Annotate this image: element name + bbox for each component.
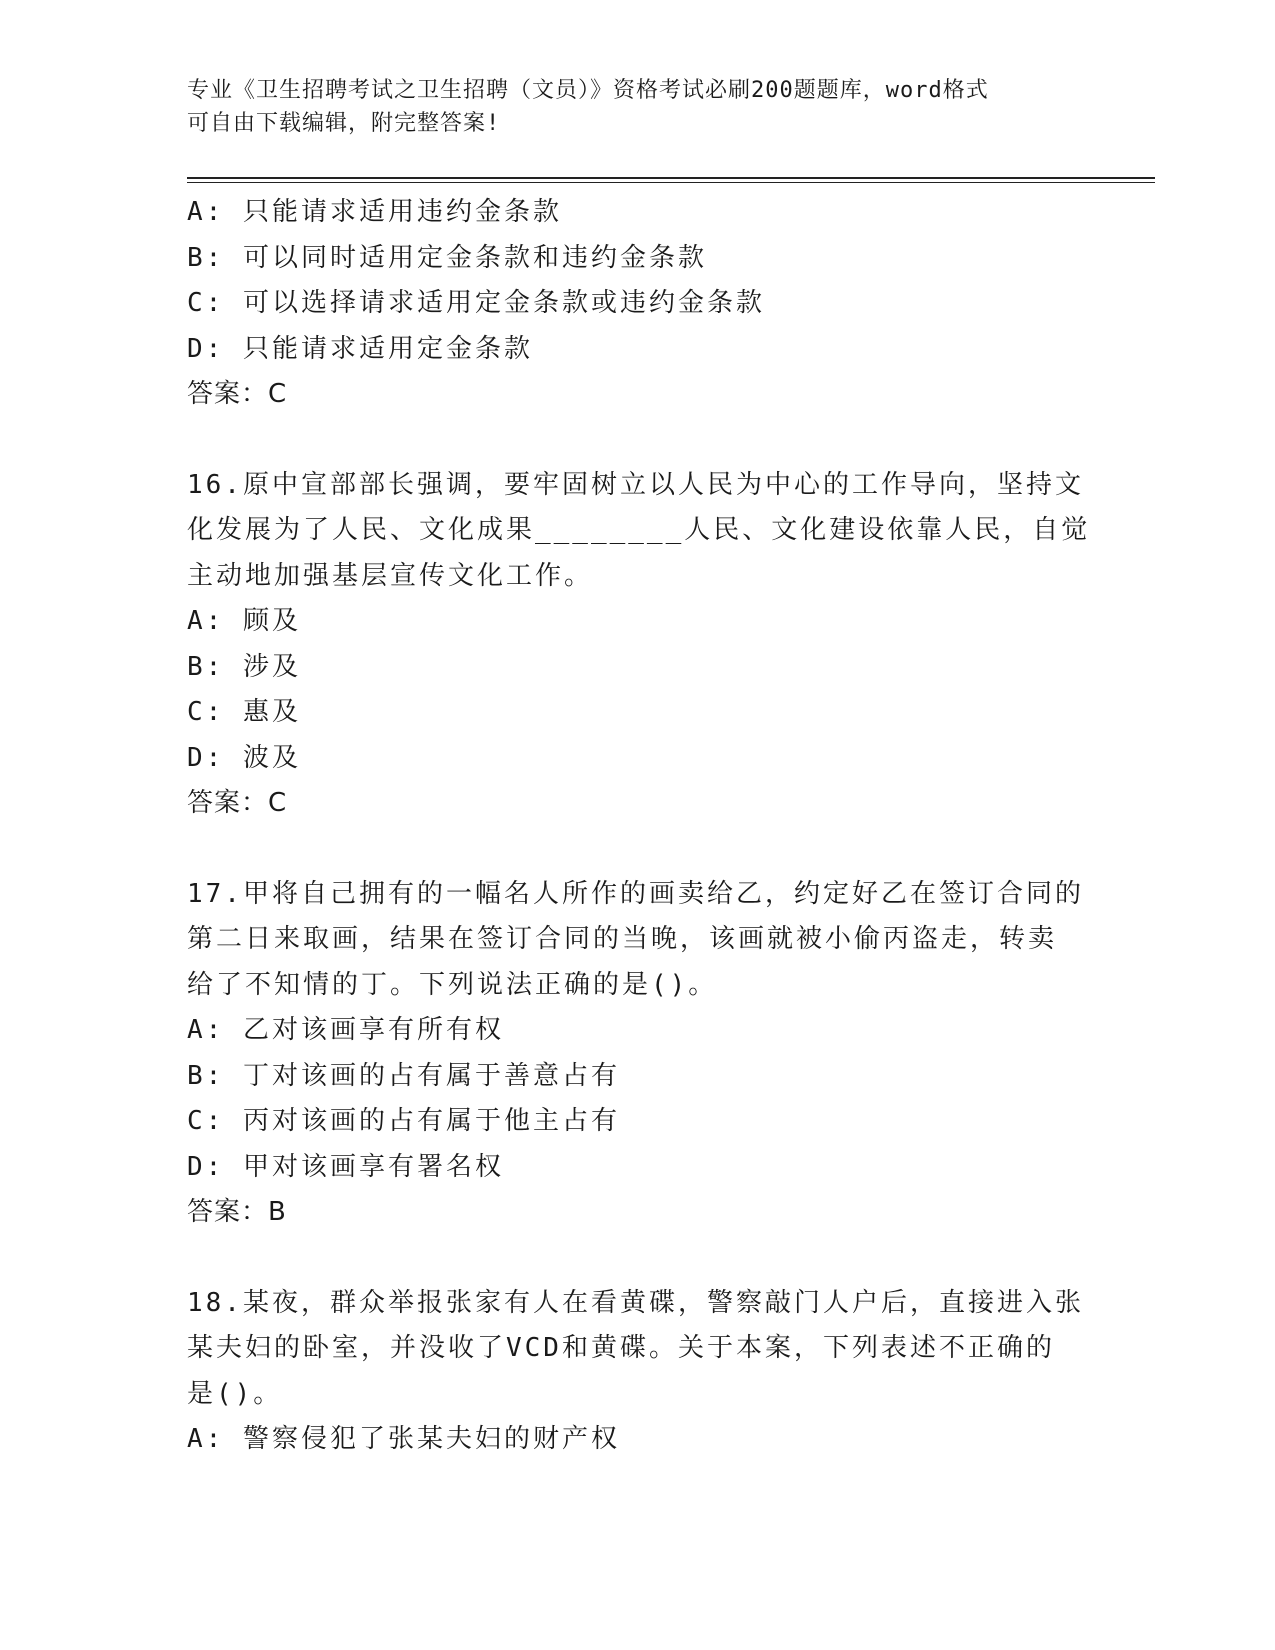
question-stem-line-2: 某夫妇的卧室，并没收了VCD和黄碟。关于本案，下列表述不正确的 <box>187 1333 1055 1363</box>
option-a: A: 乙对该画享有所有权 <box>187 1015 504 1045</box>
header-title-line-1: 专业《卫生招聘考试之卫生招聘（文员）》资格考试必刷200题题库，word格式 <box>187 78 989 103</box>
question-15 <box>187 190 1087 418</box>
question-stem-line-3: 主动地加强基层宣传文化工作。 <box>187 560 594 591</box>
option-d: D: 波及 <box>187 742 301 773</box>
question-stem-line-1: 18.某夜，群众举报张家有人在看黄碟，警察敲门人户后，直接进入张 <box>187 1287 1084 1318</box>
question-list <box>187 190 1091 1463</box>
question-stem-line-3: 给了不知情的丁。下列说法正确的是()。 <box>187 969 718 1000</box>
question-18 <box>187 1281 1087 1463</box>
question-stem-line-3: 是()。 <box>187 1378 283 1409</box>
option-b: B: 丁对该画的占有属于善意占有 <box>187 1060 620 1091</box>
question-stem-line-2: 第二日来取画，结果在签订合同的当晚，该画就被小偷丙盗走，转卖 <box>187 924 1058 954</box>
option-b: B: 涉及 <box>187 651 301 682</box>
answer-line: 答案：B <box>187 1197 287 1227</box>
option-c: C: 可以选择请求适用定金条款或违约金条款 <box>187 288 765 318</box>
option-d: D: 只能请求适用定金条款 <box>187 333 533 364</box>
spacer <box>187 418 1087 463</box>
header-title-line-2: 可自由下载编辑，附完整答案! <box>187 111 501 136</box>
question-stem-line-1: 17.甲将自己拥有的一幅名人所作的画卖给乙，约定好乙在签订合同的 <box>187 878 1084 909</box>
option-c: C: 惠及 <box>187 697 301 727</box>
question-stem-line-1: 16.原中宣部部长强调，要牢固树立以人民为中心的工作导向，坚持文 <box>187 469 1084 500</box>
spacer <box>187 1236 1087 1281</box>
question-stem-line-2: 化发展为了人民、文化成果________人民、文化建设依靠人民，自觉 <box>187 515 1091 545</box>
option-d: D: 甲对该画享有署名权 <box>187 1151 504 1182</box>
option-b: B: 可以同时适用定金条款和违约金条款 <box>187 242 707 273</box>
option-c: C: 丙对该画的占有属于他主占有 <box>187 1106 620 1136</box>
option-a: A: 顾及 <box>187 606 301 636</box>
question-17 <box>187 872 1087 1236</box>
option-a: A: 只能请求适用违约金条款 <box>187 197 562 227</box>
answer-line: 答案：C <box>187 379 288 409</box>
answer-line: 答案：C <box>187 788 288 818</box>
header-divider <box>187 177 1155 183</box>
spacer <box>187 827 1087 872</box>
document-header <box>187 74 1087 140</box>
option-a: A: 警察侵犯了张某夫妇的财产权 <box>187 1424 620 1454</box>
question-16 <box>187 463 1091 827</box>
